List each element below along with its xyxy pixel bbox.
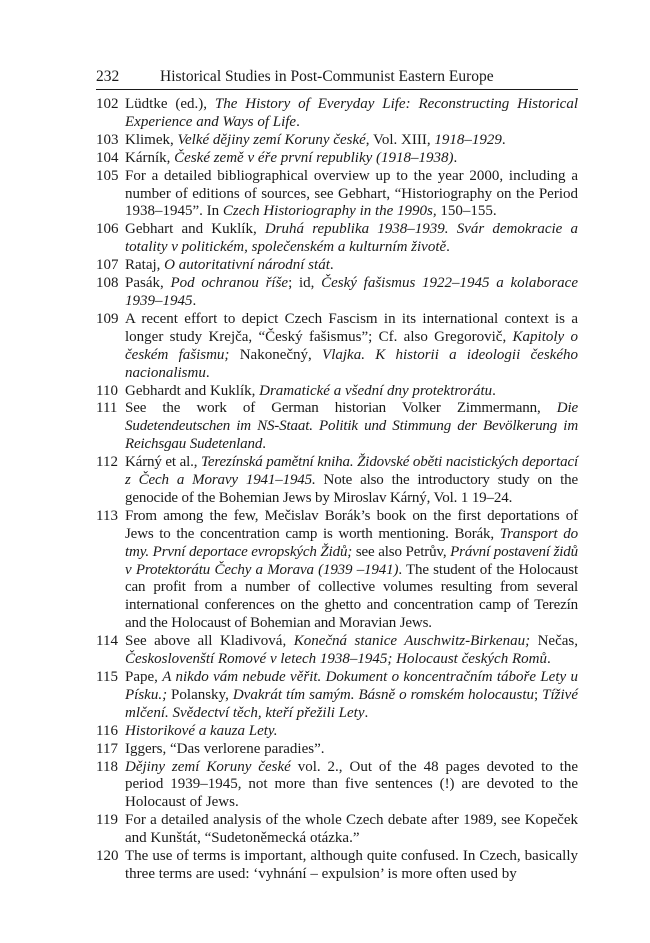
endnote-segment: From among the few, Mečislav Borák’s book on the first deportations of Jews to the concentration camp is worth mentioning. Borák, xyxy=(125,507,582,542)
endnote-segment: . xyxy=(546,651,551,668)
running-header xyxy=(96,67,578,90)
endnote-text xyxy=(125,507,582,633)
endnote-text xyxy=(125,257,578,275)
running-title: Historical Studies in Post-Communist Eastern Europe xyxy=(160,68,494,85)
endnote-number: 116 xyxy=(96,722,118,739)
endnote-113 xyxy=(96,507,582,633)
endnote-number: 112 xyxy=(96,454,118,471)
endnote-italic-segment: Velké dějiny zemí Koruny české xyxy=(177,131,366,148)
endnote-number: 113 xyxy=(96,507,118,524)
endnote-segment: Nečas, xyxy=(530,633,582,650)
endnote-italic-segment: Český fašismus 1922–1945 a kolaborace 1939–1945 xyxy=(125,275,582,309)
endnote-segment: Kárník, xyxy=(125,149,175,166)
endnote-105 xyxy=(96,167,582,222)
endnote-segment: . xyxy=(329,257,334,274)
endnote-segment: Gebhardt and Kuklík, xyxy=(125,382,260,399)
endnote-segment: . xyxy=(446,239,450,256)
endnote-italic-segment: Historikové a kauza Lety. xyxy=(125,722,278,739)
endnote-number: 115 xyxy=(96,669,118,685)
endnote-text xyxy=(125,633,582,669)
endnote-segment: See above all Kladivová, xyxy=(125,633,294,650)
endnote-segment: . xyxy=(262,436,266,453)
endnote-text xyxy=(125,400,582,454)
endnote-italic-segment: Dvakrát tím samým. Básně o romském holocaustu xyxy=(232,686,535,703)
endnote-italic-segment: Kapitoly o českém fašismu; xyxy=(125,328,582,363)
endnote-segment: . xyxy=(501,131,506,148)
endnote-112 xyxy=(96,454,582,508)
endnote-italic-segment: A nikdo vám nebude věřit. Dokument o koncentračním táboře Lety u Písku.; xyxy=(125,669,582,703)
endnote-102 xyxy=(96,96,582,132)
endnote-segment: 150–155. xyxy=(436,203,497,220)
endnote-number: 107 xyxy=(96,257,119,274)
endnote-104 xyxy=(96,150,578,168)
endnote-115 xyxy=(96,669,582,723)
endnote-110 xyxy=(96,383,578,401)
endnote-109 xyxy=(96,310,582,383)
endnote-text xyxy=(125,150,578,168)
endnote-segment: The use of terms is important, although quite confused. In Czech, basically three terms are used: ‘vyhnání – expulsion’ is more often used by xyxy=(125,848,582,882)
endnote-segment: Kárný et al., xyxy=(125,454,202,471)
endnote-108 xyxy=(96,275,582,311)
endnote-italic-segment: The History of Everyday Life: Reconstructing Historical Experience and Ways of Life xyxy=(125,96,582,130)
endnote-text xyxy=(125,812,582,848)
endnote-segment: Pasák, xyxy=(125,275,171,292)
endnote-segment: Polansky, xyxy=(167,686,233,703)
endnote-text xyxy=(125,132,578,150)
endnote-118 xyxy=(96,758,582,813)
endnote-italic-segment: Czech Historiography in the 1990s, xyxy=(222,203,437,220)
endnote-114 xyxy=(96,633,582,669)
endnote-segment: Gebhart and Kuklík, xyxy=(125,221,265,238)
endnote-segment: Nakonečný, xyxy=(229,346,323,363)
endnote-segment: see also Petrův, xyxy=(352,543,451,560)
endnote-117 xyxy=(96,741,578,759)
endnote-text xyxy=(125,669,582,723)
endnote-107 xyxy=(96,257,578,275)
endnote-text xyxy=(125,310,582,383)
endnote-segment: See the work of German historian Volker Zimmermann, xyxy=(125,400,557,417)
endnote-segment: Rataj, xyxy=(125,257,165,274)
endnote-number: 106 xyxy=(96,221,119,238)
endnote-italic-segment: Terezínská pamětní kniha. Židovské oběti nacistických deportací z Čech a Moravy 1941–1945. xyxy=(125,454,582,489)
endnote-text xyxy=(125,741,578,759)
endnote-italic-segment: 1918–1929 xyxy=(434,131,502,148)
endnote-number: 114 xyxy=(96,633,118,650)
endnote-italic-segment: O autoritativní národní stát xyxy=(164,257,330,274)
endnote-segment: A recent effort to depict Czech Fascism in its international context is a longer study Krejča, “Český fašismus”; Cf. also Gregorovič, xyxy=(125,310,582,345)
endnote-segment: . xyxy=(205,364,210,381)
endnote-number: 102 xyxy=(96,96,119,112)
endnote-106 xyxy=(96,221,582,257)
endnote-segment: . xyxy=(296,113,300,130)
endnote-segment: . xyxy=(492,382,496,399)
endnote-segment: ; id, xyxy=(288,275,322,292)
endnote-italic-segment: Dějiny zemí Koruny české xyxy=(125,758,291,775)
endnote-text xyxy=(125,275,582,311)
endnote-number: 109 xyxy=(96,310,119,327)
endnote-119 xyxy=(96,812,582,848)
endnote-number: 117 xyxy=(96,740,118,757)
endnote-text xyxy=(125,758,582,813)
endnote-italic-segment: Konečná stanice Auschwitz-Birkenau; xyxy=(293,633,531,650)
endnotes-list xyxy=(96,96,582,884)
endnote-number: 104 xyxy=(96,149,119,166)
endnote-italic-segment: Vlajka. K historii a ideologii českého nacionalismu xyxy=(125,346,582,381)
endnote-text xyxy=(125,454,582,508)
endnote-segment: Pape, xyxy=(125,669,163,685)
endnote-text xyxy=(125,167,582,222)
endnote-segment: . xyxy=(453,149,458,166)
endnote-text xyxy=(125,383,578,401)
endnote-text xyxy=(125,848,582,884)
endnote-segment: . xyxy=(192,292,197,309)
endnote-italic-segment: Právní postavení židů v Protektorátu Čechy a Morava (1939 –1941) xyxy=(125,543,582,578)
endnote-number: 111 xyxy=(96,400,118,417)
endnote-segment: For a detailed bibliographical overview up to the year 2000, including a number of editions of sources, see Gebhart, “Historiography on the Period 1938–1945”. In xyxy=(125,167,582,220)
endnote-103 xyxy=(96,132,578,150)
endnote-italic-segment: Českoslovenští Romové v letech 1938–1945; Holocaust českých Romů xyxy=(125,651,547,668)
endnote-number: 118 xyxy=(96,758,118,775)
endnote-number: 110 xyxy=(96,382,118,399)
endnote-text xyxy=(125,221,582,257)
endnote-segment: ; xyxy=(534,686,543,703)
endnote-segment: vol. 2., Out of the 48 pages devoted to the period 1939–1945, not more than five sentences (!) are devoted to the Holocaust of Jews. xyxy=(125,758,582,811)
endnote-segment: For a detailed analysis of the whole Czech debate after 1989, see Kopeček and Kunštát, “Sudetoněmecká otázka.” xyxy=(125,812,582,847)
endnote-italic-segment: České země v éře první republiky (1918–1938) xyxy=(174,149,454,166)
endnote-italic-segment: Dramatické a všední dny protektrorátu xyxy=(259,382,493,399)
endnote-number: 103 xyxy=(96,131,119,148)
endnote-italic-segment: Pod ochranou říše xyxy=(170,275,289,292)
endnote-segment: Lüdtke (ed.), xyxy=(125,96,215,112)
page-number: 232 xyxy=(96,68,120,85)
endnote-text xyxy=(125,723,578,741)
endnote-number: 119 xyxy=(96,812,118,829)
endnote-number: 105 xyxy=(96,167,119,184)
endnote-number: 120 xyxy=(96,848,119,865)
endnote-italic-segment: Die Sudetendeutschen im NS-Staat. Politik und Stimmung der Bevölkerung im Reichsgau Sudetenland xyxy=(125,400,582,453)
endnote-111 xyxy=(96,400,582,454)
endnote-italic-segment: Tíživé mlčení. Svědectví těch, kteří přežili Lety xyxy=(125,686,582,721)
endnote-116 xyxy=(96,723,578,741)
endnote-segment: . xyxy=(364,704,369,721)
endnote-segment: Iggers, “Das verlorene paradies”. xyxy=(125,740,325,757)
endnote-segment: Klimek, xyxy=(125,131,178,148)
endnote-italic-segment: Transport do tmy. První deportace evropských Židů; xyxy=(125,525,582,560)
endnote-text xyxy=(125,96,582,132)
endnote-segment: , Vol. XIII, xyxy=(365,131,435,148)
endnote-120 xyxy=(96,848,582,884)
endnote-segment: . The student of the Holocaust can profit from a number of collective volumes resulting from several international conferences on the ghetto and concentration camp of Terezín and the Holocaust of Bohemian and Moravian Jews. xyxy=(125,561,582,632)
endnote-number: 108 xyxy=(96,275,119,292)
endnote-italic-segment: Druhá republika 1938–1939. Svár demokracie a totality v politickém, společenském a kulturním životě xyxy=(125,221,582,256)
endnote-segment: Note also the introductory study on the genocide of the Bohemian Jews by Miroslav Kárný, Vol. 1 19–24. xyxy=(125,472,582,506)
